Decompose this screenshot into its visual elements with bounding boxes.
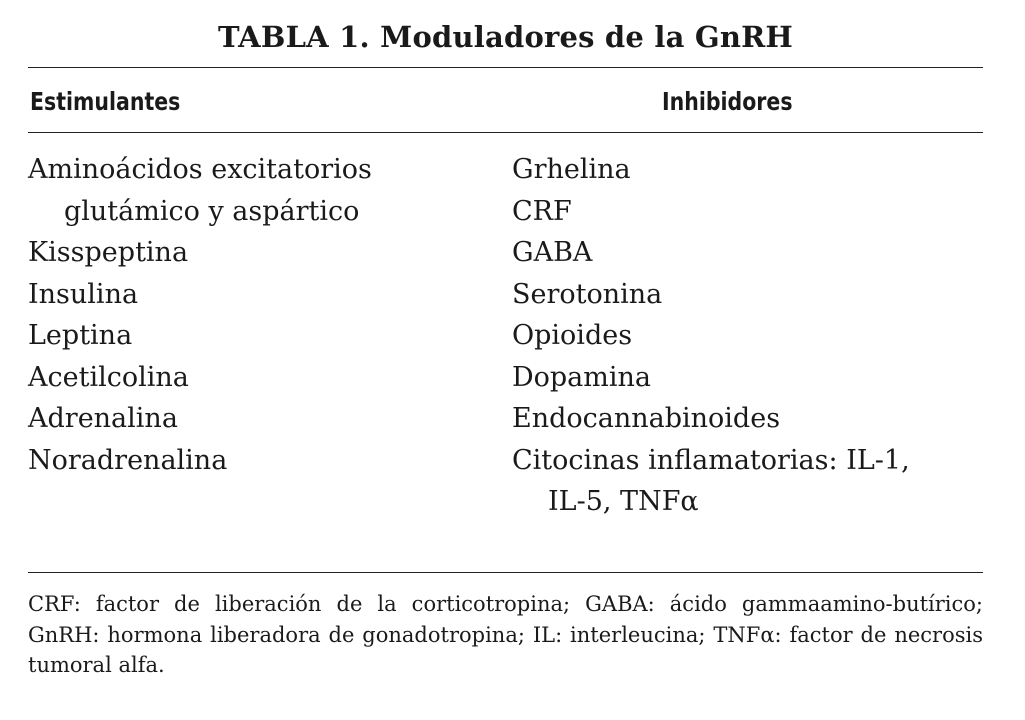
list-item: Adrenalina: [28, 403, 178, 434]
column-header-inhibitors: Inhibidores: [662, 87, 793, 116]
list-item-text: Citocinas inflamatorias: IL-1,: [512, 444, 910, 476]
column-header-stimulants: Estimulantes: [30, 87, 181, 116]
list-item: Insulina: [28, 278, 139, 310]
table-footnote: CRF: factor de liberación de la corticotropina; GABA: ácido gammaamino-butírico; GnRH: hormona liberadora de gonadotropina; IL: interleucina; TNFα: factor de necrosis tumoral alfa.: [28, 592, 983, 677]
list-item: Leptina: [28, 320, 133, 351]
header-rule: [28, 132, 983, 133]
table-document: [28, 0, 983, 720]
list-item: Noradrenalina: [28, 444, 228, 476]
list-item: [512, 149, 982, 191]
list-item-continuation: glutámico y aspártico: [64, 195, 360, 227]
list-item: Serotonina: [512, 278, 663, 310]
list-item: Kisspeptina: [28, 237, 189, 268]
list-item: Opioides: [512, 320, 633, 351]
list-item-text: Aminoácidos excitatorios: [28, 154, 372, 185]
list-item: Endocannabinoides: [512, 403, 781, 434]
list-item: [512, 440, 982, 523]
list-item: Dopamina: [512, 361, 652, 393]
table-title: TABLA 1. Moduladores de la GnRH: [217, 20, 794, 54]
list-item: Acetilcolina: [28, 361, 189, 393]
list-item: CRF: [512, 195, 572, 227]
bottom-rule: [28, 572, 983, 573]
top-rule: [28, 67, 983, 68]
list-item-continuation: IL-5, TNFα: [548, 486, 699, 517]
stimulants-list: [28, 149, 498, 481]
list-item-text: Grhelina: [512, 154, 631, 185]
list-item: GABA: [512, 237, 593, 268]
inhibitors-list: [512, 149, 982, 523]
list-item: [28, 149, 498, 232]
